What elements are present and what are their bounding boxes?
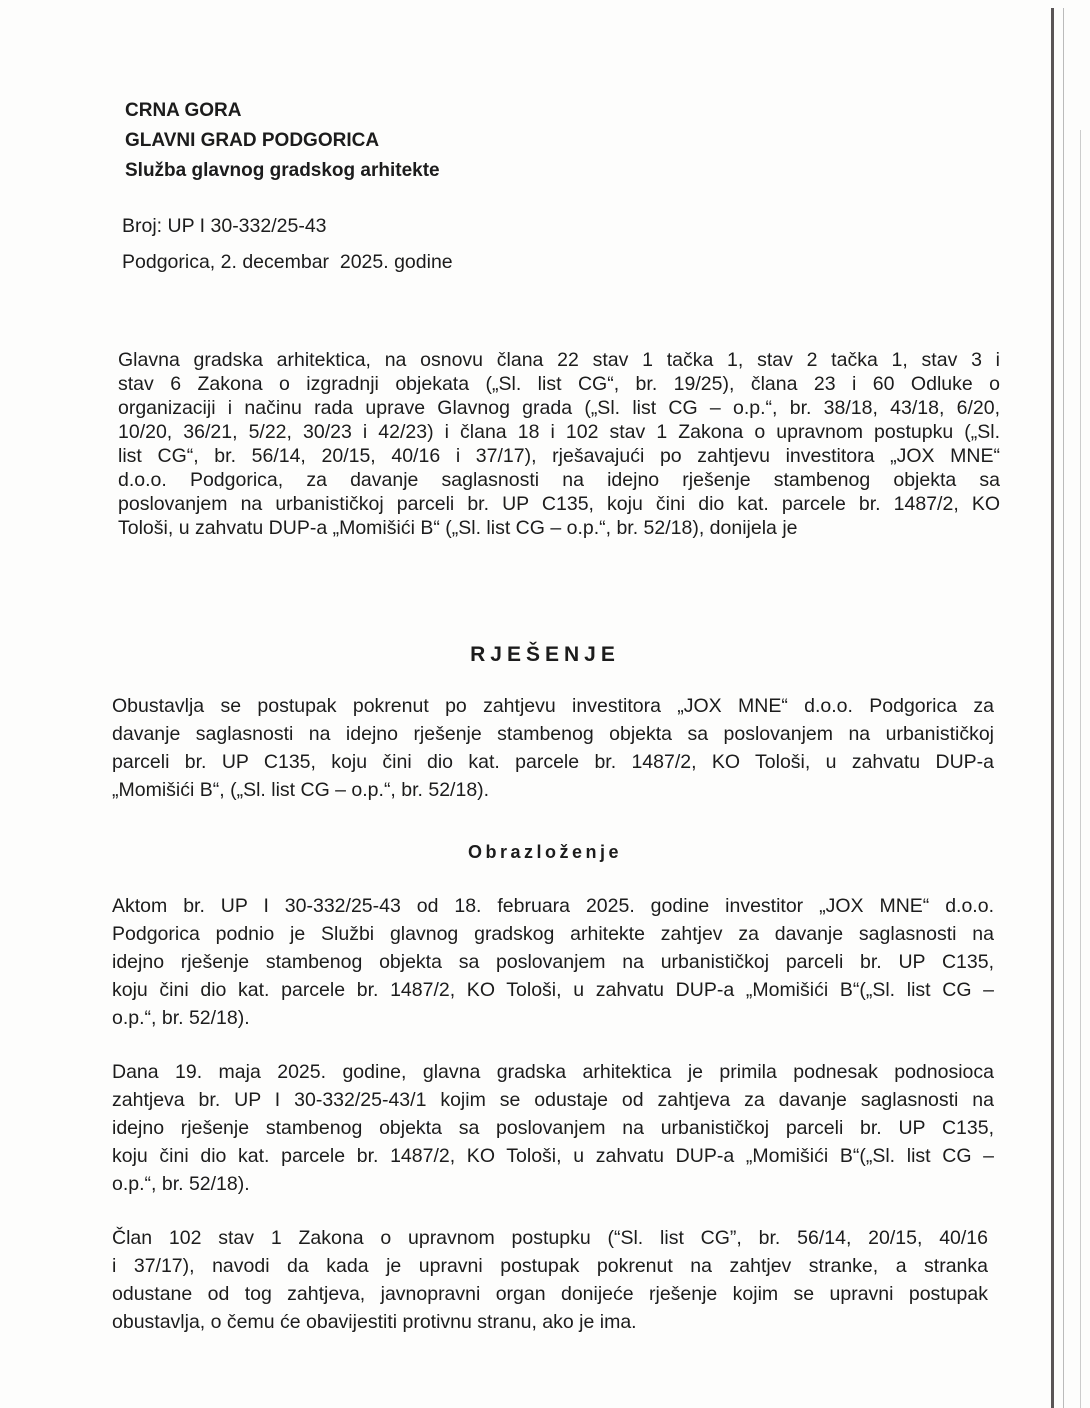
text-line: davanje saglasnosti na idejno rješenje stambenog objekta sa poslovanjem na urbanističkoj bbox=[112, 723, 994, 745]
text-line: organizaciji i načinu rada uprave Glavnog grada („Sl. list CG – o.p.“, br. 38/18, 43/18, 6/20, bbox=[118, 397, 1000, 419]
text-line: idejno rješenje stambenog objekta sa poslovanjem na urbanističkoj parceli br. UP C135, bbox=[112, 1117, 994, 1139]
text-line: Tološi, u zahvatu DUP-a „Momišići B“ („Sl. list CG – o.p.“, br. 52/18), donijela je bbox=[118, 517, 798, 539]
text-line: obustavlja, o čemu će obavijestiti protivnu stranu, ako je ima. bbox=[112, 1311, 637, 1333]
text-line: stav 6 Zakona o izgradnji objekata („Sl. list CG“, br. 19/25), člana 23 i 60 Odluke o bbox=[118, 373, 1000, 395]
text-line: odustane od tog zahtjeva, javnopravni organ donijeće rješenje kojim se upravni postupak bbox=[112, 1283, 988, 1305]
text-line: parceli br. UP C135, koju čini dio kat. parcele br. 1487/2, KO Tološi, u zahvatu DUP-a bbox=[112, 751, 994, 773]
intro-paragraph bbox=[118, 348, 1000, 540]
text-line: Dana 19. maja 2025. godine, glavna gradska arhitektica je primila podnesak podnosioca bbox=[112, 1061, 994, 1083]
text-line: list CG“, br. 56/14, 20/15, 40/16 i 37/17), rješavajući po zahtjevu investitora „JOX MNE“ bbox=[118, 445, 1000, 467]
scan-edge-line bbox=[1051, 8, 1054, 1408]
document-number: Broj: UP I 30-332/25-43 bbox=[122, 215, 327, 237]
reasoning-paragraph-3 bbox=[112, 1224, 988, 1336]
decision-paragraph bbox=[112, 692, 994, 804]
document-meta bbox=[122, 208, 453, 280]
scan-edge-line bbox=[1063, 8, 1064, 1408]
scan-edge-line bbox=[1080, 130, 1081, 1408]
reasoning-title: Obrazloženje bbox=[467, 842, 623, 862]
letterhead-country: CRNA GORA bbox=[125, 100, 242, 121]
text-line: koju čini dio kat. parcele br. 1487/2, KO Tološi, u zahvatu DUP-a „Momišići B“(„Sl. list CG – bbox=[112, 979, 994, 1001]
text-line: „Momišići B“, („Sl. list CG – o.p.“, br. 52/18). bbox=[112, 779, 490, 801]
text-line: o.p.“, br. 52/18). bbox=[112, 1173, 250, 1195]
letterhead bbox=[125, 96, 440, 186]
letterhead-office: Služba glavnog gradskog arhitekte bbox=[125, 160, 440, 181]
reasoning-paragraph-2 bbox=[112, 1058, 994, 1198]
text-line: zahtjeva br. UP I 30-332/25-43/1 kojim se odustaje od zahtjeva za davanje saglasnosti na bbox=[112, 1089, 994, 1111]
text-line: koju čini dio kat. parcele br. 1487/2, KO Tološi, u zahvatu DUP-a „Momišići B“(„Sl. list CG – bbox=[112, 1145, 994, 1167]
text-line: 10/20, 36/21, 5/22, 30/23 i 42/23) i člana 18 i 102 stav 1 Zakona o upravnom postupku („Sl. bbox=[118, 421, 1000, 443]
text-line: d.o.o. Podgorica, za davanje saglasnosti na idejno rješenje stambenog objekta sa bbox=[118, 469, 1000, 491]
decision-title: RJEŠENJE bbox=[470, 643, 620, 666]
reasoning-paragraph-1 bbox=[112, 892, 994, 1032]
text-line: Podgorica podnio je Službi glavnog gradskog arhitekte zahtjev za davanje saglasnosti na bbox=[112, 923, 994, 945]
letterhead-city: GLAVNI GRAD PODGORICA bbox=[125, 130, 380, 151]
text-line: poslovanjem na urbanističkoj parceli br. UP C135, koju čini dio kat. parcele br. 1487/2, KO bbox=[118, 493, 1000, 515]
text-line: idejno rješenje stambenog objekta sa poslovanjem na urbanističkoj parceli br. UP C135, bbox=[112, 951, 994, 973]
text-line: Obustavlja se postupak pokrenut po zahtjevu investitora „JOX MNE“ d.o.o. Podgorica za bbox=[112, 695, 994, 717]
text-line: Aktom br. UP I 30-332/25-43 od 18. februara 2025. godine investitor „JOX MNE“ d.o.o. bbox=[112, 895, 994, 917]
text-line: i 37/17), navodi da kada je upravni postupak pokrenut na zahtjev stranke, a stranka bbox=[112, 1255, 988, 1277]
document-date: Podgorica, 2. decembar 2025. godine bbox=[122, 251, 453, 273]
text-line: Član 102 stav 1 Zakona o upravnom postupku (“Sl. list CG”, br. 56/14, 20/15, 40/16 bbox=[112, 1227, 988, 1249]
text-line: o.p.“, br. 52/18). bbox=[112, 1007, 250, 1029]
text-line: Glavna gradska arhitektica, na osnovu člana 22 stav 1 tačka 1, stav 2 tačka 1, stav 3 i bbox=[118, 349, 1000, 371]
